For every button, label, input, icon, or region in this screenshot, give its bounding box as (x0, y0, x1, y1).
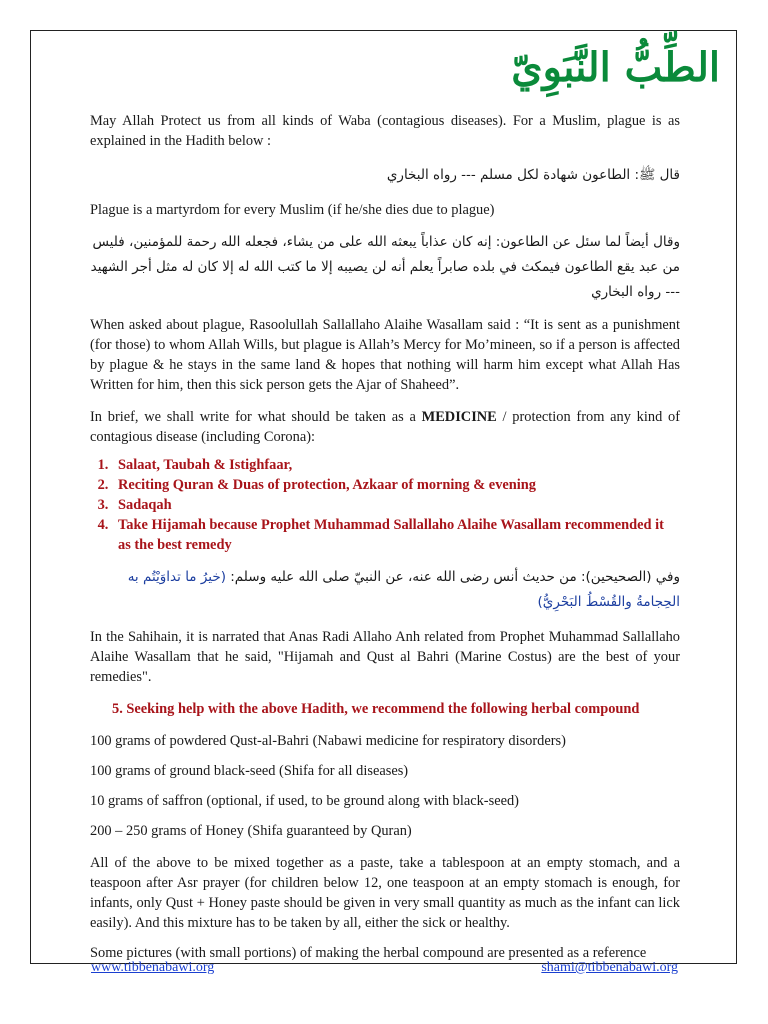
herbal-compound-heading: 5. Seeking help with the above Hadith, we recommend the following herbal compound (112, 701, 640, 717)
ingredient-black-seed: 100 grams of ground black-seed (Shifa for all diseases) (90, 763, 409, 779)
hadith-arabic-1: قال ﷺ: الطاعون شهادة لكل مسلم --- رواه البخاري (386, 167, 680, 183)
ingredient-honey: 200 – 250 grams of Honey (Shifa guaranteed by Quran) (90, 823, 412, 839)
ingredient-qust: 100 grams of powdered Qust-al-Bahri (Nabawi medicine for respiratory disorders) (90, 733, 566, 749)
list-item: 1. Salaat, Taubah & Istighfaar, (112, 455, 680, 475)
medicine-keyword: MEDICINE (421, 409, 497, 425)
medicine-intro-pre: In brief, we shall write for what should be taken as a (90, 409, 422, 425)
intro-paragraph: May Allah Protect us from all kinds of Waba (contagious diseases). For a Muslim, plague is as explained in the Hadith below : (90, 113, 680, 149)
medicine-intro-post: / protection from any kind of contagious disease (including Corona): (90, 409, 681, 445)
pictures-reference-line: Some pictures (with small portions) of making the herbal compound are presented as a reference (90, 945, 647, 961)
list-item: 4. Take Hijamah because Prophet Muhammad Sallallaho Alaihe Wasallam recommended it as the best remedy (112, 515, 680, 555)
hadith-arabic-2: وقال أيضاً لما سئل عن الطاعون: إنه كان عذاباً يبعثه الله على من يشاء، فجعله الله رحمة للمؤمنين، فليس من عبد يقع الطاعون فيمكث في بلده صابراً يعلم أنه لن يصيبه إلا ما كتب الله له إلا كان له مثل أجر الشهيد --- رواه البخاري (90, 234, 680, 300)
sahihain-paragraph: In the Sahihain, it is narrated that Anas Radi Allaho Anh related from Prophet Muhammad Sallallaho Alaihe Wasallam that he said, "Hijamah and Qust al Bahri (Marine Costus) are the best of your remedies". (90, 629, 680, 685)
document-body (90, 111, 680, 963)
hadith-arabic-3-quote: (خيرُ ما تداوَيْتُم به الحِجامةُ والقُسْطُ البَحْرِيُّ) (127, 569, 680, 610)
hadith-arabic-3 (90, 565, 680, 615)
email-link[interactable]: shami@tibbenabawi.org (541, 960, 678, 975)
website-link[interactable]: www.tibbenabawi.org (91, 960, 215, 975)
list-item: 2. Reciting Quran & Duas of protection, Azkaar of morning & evening (112, 475, 680, 495)
tibb-e-nabawi-logo: الطِّبُّ النَّبَوِيّ (511, 44, 720, 91)
hadith-arabic-3-text: وفي (الصحيحين): من حديث أنس رضى الله عنه، عن النبيّ صلى الله عليه وسلم: (225, 569, 680, 585)
dosage-paragraph: All of the above to be mixed together as a paste, take a tablespoon at an empty stomach, and a teaspoon after Asr prayer (for children below 12, one teaspoon at an empty stomach is enough, for infants, only Qust + Honey paste should be given in very small quantity as much as the infant can lick easily). And this mixture has to be taken by all, either the sick or healthy. (90, 855, 680, 931)
remedy-list (90, 455, 680, 555)
medicine-intro-paragraph (90, 407, 680, 447)
list-item: 3. Sadaqah (112, 495, 680, 515)
hadith-translation-paragraph: When asked about plague, Rasoolullah Sallallaho Alaihe Wasallam said : “It is sent as a punishment (for those) to whom Allah Wills, but plague is Allah’s Mercy for Mo’mineen, so if a person is affected by plague & he stays in the same land & hopes that nothing will harm him except what Allah Has Written for him, then this sick person gets the Ajar of Shaheed”. (90, 317, 680, 393)
plague-martyrdom-line: Plague is a martyrdom for every Muslim (if he/she dies due to plague) (90, 202, 495, 218)
ingredient-saffron: 10 grams of saffron (optional, if used, to be ground along with black-seed) (90, 793, 519, 809)
